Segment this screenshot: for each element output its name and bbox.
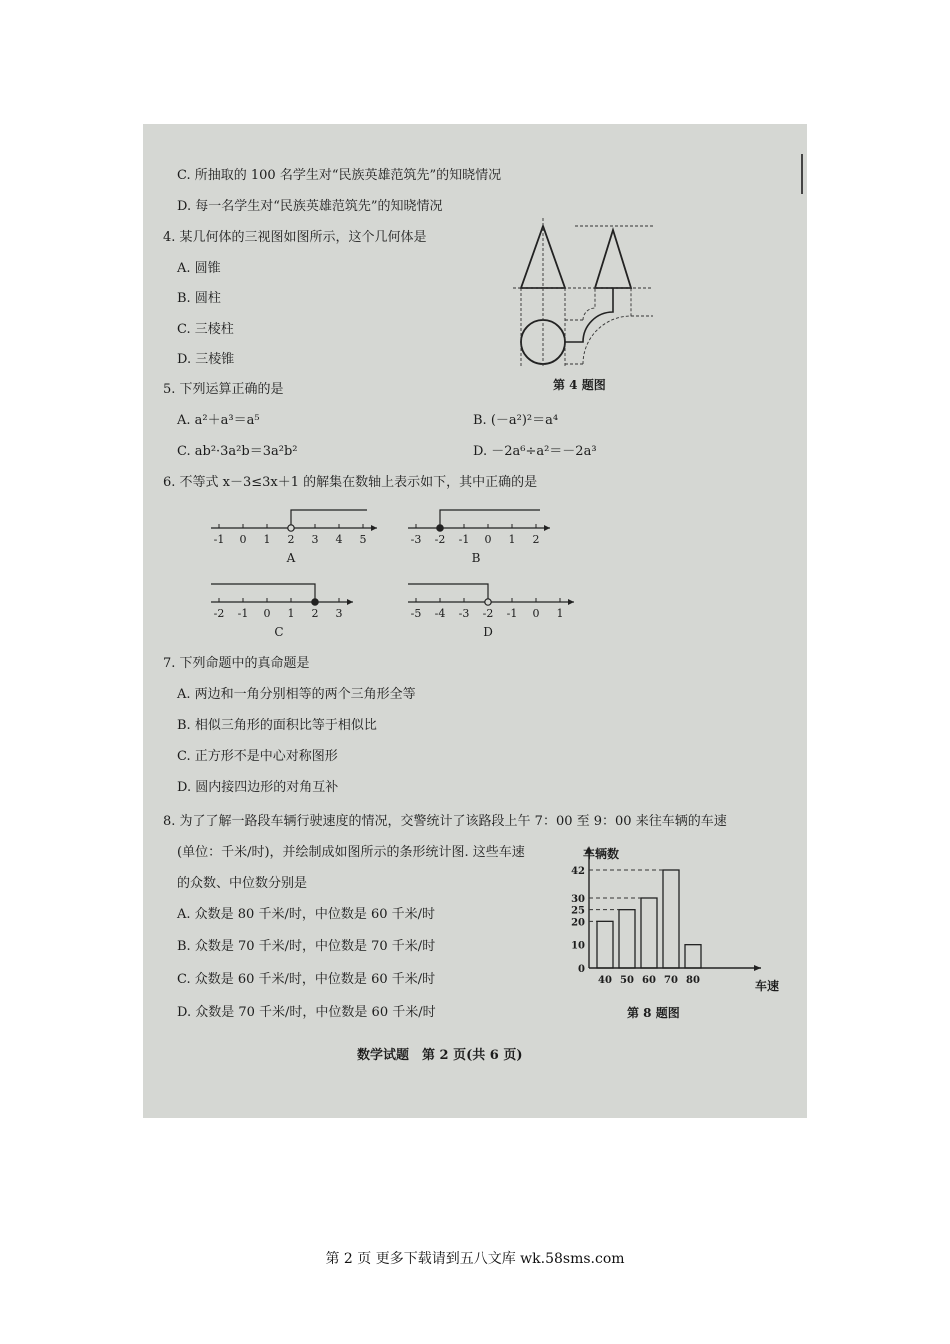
q8-bar-chart	[553, 842, 780, 994]
q8-option-a: A. 众数是 80 千米/时，中位数是 60 千米/时	[177, 907, 436, 922]
solution-ray	[440, 510, 540, 528]
tick-label: -1	[506, 607, 518, 620]
open-endpoint	[485, 599, 491, 605]
q8-caption: 第 8 题图	[627, 1006, 680, 1020]
q8-stem-line3: 的众数、中位数分别是	[177, 876, 308, 891]
tick-label: -1	[213, 533, 225, 546]
q8-option-c: C. 众数是 60 千米/时，中位数是 60 千米/时	[177, 972, 436, 987]
tick-label: -2	[213, 607, 225, 620]
x-axis-label: 车速	[755, 979, 780, 993]
q4-option-a: A. 圆锥	[177, 261, 221, 276]
tick-label: 2	[532, 533, 540, 546]
y-tick-label: 10	[571, 940, 585, 952]
q7-option-b: B. 相似三角形的面积比等于相似比	[177, 718, 377, 733]
scanned-exam-page	[143, 124, 807, 1118]
tick-label: -3	[410, 533, 422, 546]
axis-arrow	[544, 525, 550, 531]
bar	[685, 945, 701, 968]
y-tick-label: 30	[571, 894, 585, 905]
axis-arrow	[347, 599, 353, 605]
tick-label: 4	[335, 533, 343, 546]
tick-label: 0	[239, 533, 247, 546]
page-edge-shadow	[801, 154, 803, 194]
bar	[619, 910, 635, 968]
closed-endpoint	[312, 599, 318, 605]
q5-option-c: C. ab²·3a²b＝3a²b²	[177, 444, 298, 459]
bar	[641, 898, 657, 968]
q7-stem: 7. 下列命题中的真命题是	[163, 656, 310, 671]
solution-ray	[291, 510, 367, 528]
bar	[597, 921, 613, 968]
q5-option-b: B. (－a²)²＝a⁴	[473, 413, 559, 428]
q6-number-lines	[203, 504, 563, 644]
x-tick-label: 70	[664, 975, 678, 986]
tick-label: 5	[359, 533, 367, 546]
x-tick-label: 60	[642, 975, 656, 986]
q5-option-a: A. a²＋a³＝a⁵	[177, 413, 260, 428]
arc-guides	[565, 288, 613, 342]
projection-lines	[513, 218, 653, 366]
side-view-triangle	[595, 230, 631, 288]
top-view-circle	[521, 320, 565, 364]
number-line-a	[211, 510, 377, 565]
x-tick-label: 40	[598, 975, 612, 986]
q4-option-b: B. 圆柱	[177, 291, 221, 306]
q7-option-d: D. 圆内接四边形的对角互补	[177, 780, 339, 795]
x-axis-arrow	[754, 965, 761, 971]
bar	[663, 870, 679, 968]
y-axis-label: 车辆数	[583, 847, 620, 861]
tick-label: 2	[311, 607, 319, 620]
tick-label: -3	[458, 607, 470, 620]
q3-option-c: C. 所抽取的 100 名学生对“民族英雄范筑先”的知晓情况	[177, 168, 502, 183]
number-line-label: B	[471, 551, 481, 565]
number-line-d	[408, 584, 574, 639]
tick-label: 1	[508, 533, 516, 546]
axis-arrow	[568, 599, 574, 605]
tick-label: 0	[263, 607, 271, 620]
q3-option-d: D. 每一名学生对“民族英雄范筑先”的知晓情况	[177, 199, 443, 214]
number-line-label: C	[274, 625, 284, 639]
closed-endpoint	[437, 525, 443, 531]
open-endpoint	[288, 525, 294, 531]
tick-label: -2	[482, 607, 494, 620]
tick-label: 3	[311, 533, 319, 546]
solution-ray	[211, 584, 315, 602]
q8-stem-line2: (单位：千米/时)，并绘制成如图所示的条形统计图. 这些车速	[177, 845, 525, 860]
tick-label: 1	[556, 607, 564, 620]
tick-label: 2	[287, 533, 295, 546]
tick-label: -1	[237, 607, 249, 620]
q7-option-a: A. 两边和一角分别相等的两个三角形全等	[177, 687, 416, 702]
tick-label: -4	[434, 607, 446, 620]
q4-option-c: C. 三棱柱	[177, 322, 234, 337]
solution-ray	[408, 584, 488, 602]
tick-label: 3	[335, 607, 343, 620]
tick-label: -2	[434, 533, 446, 546]
q8-stem-line1: 8. 为了了解一路段车辆行驶速度的情况，交警统计了该路段上午 7：00 至 9：00 来往车辆的车速	[163, 814, 727, 829]
tick-label: -5	[410, 607, 422, 620]
tick-label: -1	[458, 533, 470, 546]
document-footer: 第 2 页 更多下载请到五八文库 wk.58sms.com	[325, 1251, 625, 1267]
x-tick-label: 50	[620, 975, 634, 986]
q5-option-d: D. －2a⁶÷a²＝－2a³	[473, 444, 597, 459]
tick-label: 0	[532, 607, 540, 620]
y-tick-label: 42	[571, 866, 585, 877]
number-line-c	[211, 584, 353, 639]
q4-caption: 第 4 题图	[553, 378, 606, 392]
q4-stem: 4. 某几何体的三视图如图所示，这个几何体是	[163, 230, 427, 245]
q4-option-d: D. 三棱锥	[177, 352, 235, 367]
q8-option-d: D. 众数是 70 千米/时，中位数是 60 千米/时	[177, 1005, 436, 1020]
q6-stem: 6. 不等式 x－3≤3x＋1 的解集在数轴上表示如下，其中正确的是	[163, 475, 538, 490]
y-tick-label: 0	[578, 964, 585, 975]
tick-label: 1	[263, 533, 271, 546]
q8-option-b: B. 众数是 70 千米/时，中位数是 70 千米/时	[177, 939, 436, 954]
y-tick-label: 20	[571, 917, 585, 929]
q7-option-c: C. 正方形不是中心对称图形	[177, 749, 338, 764]
tick-label: 1	[287, 607, 295, 620]
number-line-b	[408, 510, 550, 565]
y-tick-label: 25	[571, 905, 585, 917]
number-line-label: A	[286, 551, 296, 565]
number-line-label: D	[483, 625, 493, 639]
axis-arrow	[371, 525, 377, 531]
tick-label: 0	[484, 533, 492, 546]
q4-three-view-figure	[513, 216, 663, 374]
exam-page-label: 数学试题 第 2 页(共 6 页)	[357, 1048, 523, 1063]
x-tick-label: 80	[686, 975, 700, 986]
q5-stem: 5. 下列运算正确的是	[163, 382, 284, 397]
